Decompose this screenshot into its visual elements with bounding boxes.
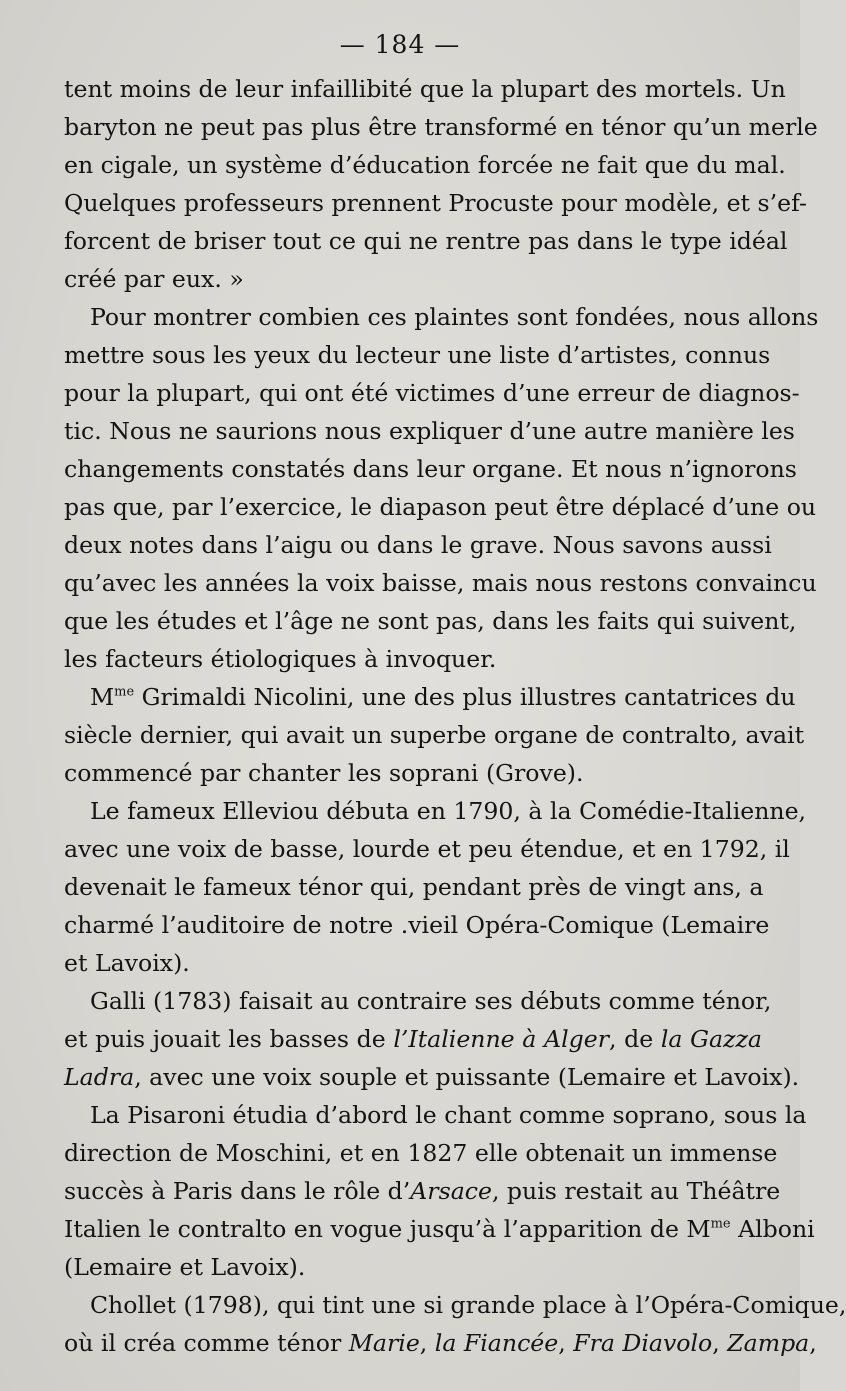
paragraph <box>38 792 807 982</box>
text-run: Le fameux Elleviou débuta en 1790, à la Comédie-Italienne, <box>90 797 807 825</box>
text-run: La Pisaroni étudia d’abord le chant comme soprano, sous la <box>90 1101 807 1129</box>
text-line <box>38 716 805 754</box>
text-run: qu’avec les années la voix baisse, mais nous restons convaincu <box>64 569 817 597</box>
text-line <box>38 1286 846 1324</box>
text-run: pas que, par l’exercice, le diapason peut être déplacé d’une ou <box>64 493 817 521</box>
text-run: , <box>419 1329 435 1357</box>
text-run: Pour montrer combien ces plaintes sont fondées, nous allons <box>90 303 819 331</box>
text-run: Italien le contralto en vogue jusqu’à l’apparition de M <box>64 1215 711 1243</box>
text-run: avec une voix de basse, lourde et peu étendue, et en 1792, il <box>64 835 790 863</box>
text-run: charmé l’auditoire de notre .vieil Opéra-Comique (Lemaire <box>64 911 770 939</box>
text-run: M <box>90 683 115 711</box>
text-line <box>38 1020 762 1058</box>
text-line <box>38 1096 807 1134</box>
text-run: tent moins de leur infaillibité que la plupart des mortels. Un <box>64 75 786 103</box>
text-line <box>38 450 797 488</box>
text-run: deux notes dans l’aigu ou dans le grave. Nous savons aussi <box>64 531 772 559</box>
text-run: Galli (1783) faisait au contraire ses débuts comme ténor, <box>90 987 772 1015</box>
text-line <box>38 982 772 1020</box>
italic-title: Fra Diavolo <box>573 1329 713 1357</box>
text-run: créé par eux. » <box>64 265 244 293</box>
text-line <box>38 754 762 792</box>
text-run: , <box>809 1329 817 1357</box>
italic-title: Arsace <box>410 1177 492 1205</box>
text-run: tic. Nous ne saurions nous expliquer d’une autre manière les <box>64 417 795 445</box>
text-run: direction de Moschini, et en 1827 elle obtenait un immense <box>64 1139 778 1167</box>
text-line <box>38 830 790 868</box>
paragraph <box>38 1286 846 1362</box>
text-run: où il créa comme ténor <box>64 1329 349 1357</box>
text-line <box>38 1248 762 1286</box>
paragraph <box>38 982 800 1096</box>
text-line <box>38 184 807 222</box>
text-run: succès à Paris dans le rôle d’ <box>64 1177 411 1205</box>
text-run: , de <box>608 1025 661 1053</box>
text-run: en cigale, un système d’éducation forcée ne fait que du mal. <box>64 151 786 179</box>
text-run: Quelques professeurs prennent Procuste pour modèle, et s’ef- <box>64 189 807 217</box>
text-line <box>38 222 788 260</box>
italic-title: Zampa <box>727 1329 810 1357</box>
paragraph <box>38 298 819 678</box>
italic-title: la Fiancée <box>434 1329 559 1357</box>
text-line <box>38 602 797 640</box>
text-line <box>38 868 762 906</box>
text-line <box>38 1172 781 1210</box>
text-line <box>38 374 800 412</box>
text-run: baryton ne peut pas plus être transformé en ténor qu’un merle <box>64 113 818 141</box>
text-run: , <box>712 1329 728 1357</box>
text-line <box>38 488 817 526</box>
text-run: (Lemaire et Lavoix). <box>64 1253 306 1281</box>
superscript: me <box>114 684 135 700</box>
text-run: , puis restait au Théâtre <box>491 1177 781 1205</box>
text-run: pour la plupart, qui ont été victimes d’une erreur de diagnos- <box>64 379 800 407</box>
italic-title: l’Italienne à Alger <box>393 1025 609 1053</box>
text-run: devenait le fameux ténor qui, pendant près de vingt ans, a <box>64 873 764 901</box>
italic-title: la Gazza <box>660 1025 762 1053</box>
text-run: , <box>558 1329 574 1357</box>
body-text <box>38 70 846 1362</box>
paragraph <box>38 678 805 792</box>
text-line <box>38 1210 815 1248</box>
text-run: commencé par chanter les soprani (Grove). <box>64 759 584 787</box>
text-line <box>38 1058 800 1096</box>
text-run: mettre sous les yeux du lecteur une liste d’artistes, connus <box>64 341 771 369</box>
text-line <box>38 640 762 678</box>
italic-title: Marie <box>348 1329 420 1357</box>
text-run: forcent de briser tout ce qui ne rentre pas dans le type idéal <box>64 227 788 255</box>
paragraph <box>38 1096 815 1286</box>
text-run: Alboni <box>730 1215 815 1243</box>
text-line <box>38 906 770 944</box>
text-line <box>38 526 772 564</box>
italic-title: Ladra <box>64 1063 135 1091</box>
text-line <box>38 1134 778 1172</box>
text-line <box>38 146 786 184</box>
text-run: les facteurs étiologiques à invoquer. <box>64 645 497 673</box>
text-run: Chollet (1798), qui tint une si grande place à l’Opéra-Comique, <box>90 1291 846 1319</box>
text-line <box>38 298 819 336</box>
text-run: et Lavoix). <box>64 949 190 977</box>
text-line <box>38 792 807 830</box>
text-line <box>38 678 796 716</box>
text-line <box>38 412 795 450</box>
superscript: me <box>710 1216 731 1232</box>
text-line <box>38 108 818 146</box>
text-line <box>38 260 762 298</box>
text-line <box>38 70 786 108</box>
text-line <box>38 1324 817 1362</box>
text-run: et puis jouait les basses de <box>64 1025 394 1053</box>
text-run: que les études et l’âge ne sont pas, dans les faits qui suivent, <box>64 607 797 635</box>
text-line <box>38 944 762 982</box>
text-line <box>38 336 771 374</box>
text-line <box>38 564 817 602</box>
paragraph <box>38 70 818 298</box>
text-run: changements constatés dans leur organe. Et nous n’ignorons <box>64 455 797 483</box>
text-run: Grimaldi Nicolini, une des plus illustres cantatrices du <box>134 683 796 711</box>
text-run: , avec une voix souple et puissante (Lemaire et Lavoix). <box>134 1063 800 1091</box>
text-run: siècle dernier, qui avait un superbe organe de contralto, avait <box>64 721 805 749</box>
page-number: — 184 — <box>339 30 461 59</box>
